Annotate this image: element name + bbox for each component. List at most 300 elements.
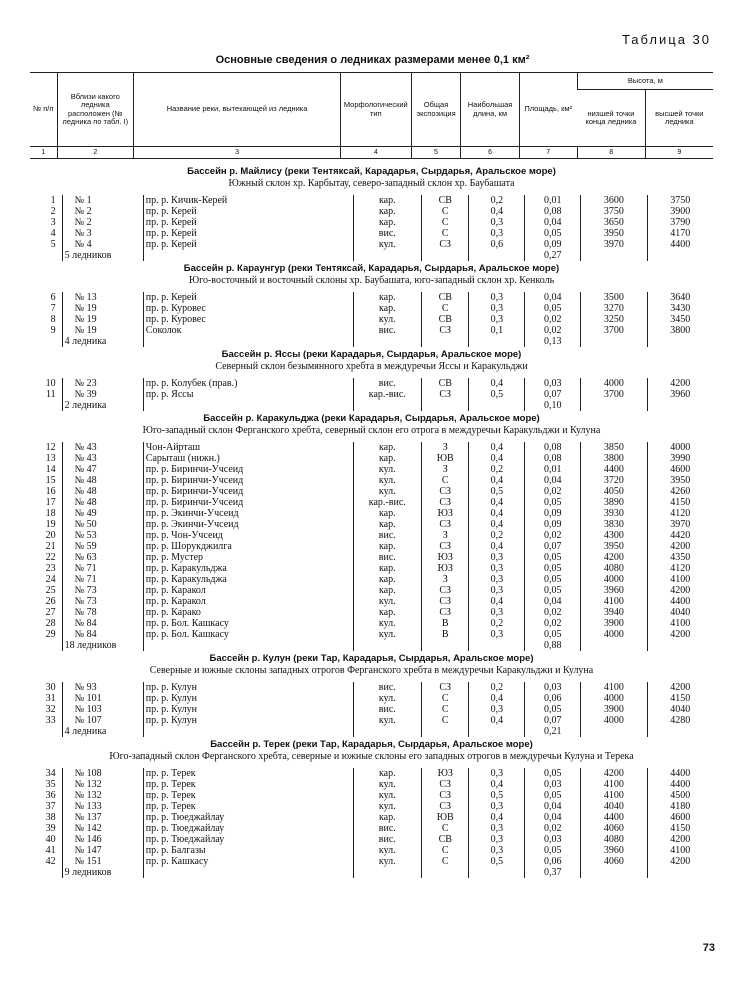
table-cell: 0,09 xyxy=(525,239,581,250)
table-cell: пр. р. Яссы xyxy=(143,389,353,400)
table-cell: 0,3 xyxy=(469,845,525,856)
total-label: 5 ледников xyxy=(62,250,143,261)
table-cell: кар.-вис. xyxy=(353,389,422,400)
table-cell: пр. р. Экинчи-Учсеид xyxy=(143,508,353,519)
table-cell: пр. р. Колубек (прав.) xyxy=(143,378,353,389)
table-cell: № 151 xyxy=(62,856,143,867)
table-cell: кар. xyxy=(353,563,422,574)
table-cell: пр. р. Бол. Кашкасу xyxy=(143,629,353,640)
table-cell: 3500 xyxy=(581,292,647,303)
table-cell: 0,01 xyxy=(525,195,581,206)
table-cell: пр. р. Карако xyxy=(143,607,353,618)
table-row xyxy=(30,779,713,790)
table-cell: 0,06 xyxy=(525,693,581,704)
table-cell: 4080 xyxy=(581,834,647,845)
table-cell: В xyxy=(422,618,469,629)
table-cell: 0,08 xyxy=(525,442,581,453)
table-cell: 3960 xyxy=(581,845,647,856)
table-cell: 0,4 xyxy=(469,779,525,790)
table-cell: 3450 xyxy=(647,314,713,325)
table-cell: № 84 xyxy=(62,629,143,640)
table-row xyxy=(30,715,713,726)
header-col-4: Морфологический тип xyxy=(341,73,411,147)
table-cell: № 48 xyxy=(62,497,143,508)
table-cell: 0,3 xyxy=(469,585,525,596)
table-cell: 3750 xyxy=(647,195,713,206)
table-row xyxy=(30,768,713,779)
table-cell: кар. xyxy=(353,768,422,779)
table-cell: 3600 xyxy=(581,195,647,206)
table-row xyxy=(30,303,713,314)
table-cell: пр. р. Тюеджайлау xyxy=(143,812,353,823)
table-cell: 0,4 xyxy=(469,442,525,453)
table-cell: З xyxy=(422,464,469,475)
total-row xyxy=(30,250,713,261)
table-cell: ЮЗ xyxy=(422,768,469,779)
table-cell: 4600 xyxy=(647,812,713,823)
table-cell: Сарыташ (нижн.) xyxy=(143,453,353,464)
table-cell: пр. р. Кичик-Керей xyxy=(143,195,353,206)
table-cell: ЮВ xyxy=(422,812,469,823)
table-cell: 4200 xyxy=(647,856,713,867)
table-cell: 0,4 xyxy=(469,475,525,486)
table-cell: пр. р. Каракол xyxy=(143,585,353,596)
table-cell: 3950 xyxy=(647,475,713,486)
table-cell: 22 xyxy=(45,552,56,563)
basin-section xyxy=(30,653,713,737)
table-cell: кар. xyxy=(353,303,422,314)
empty-cell xyxy=(581,726,647,737)
table-cell: 28 xyxy=(45,618,56,629)
table-cell: 0,3 xyxy=(469,217,525,228)
table-row xyxy=(30,497,713,508)
basin-subtitle: Северные и южные склоны западных отрогов Ферганского хребта в междуречьи Каракульджи и Кулуна xyxy=(149,665,594,676)
table-cell: 3850 xyxy=(581,442,647,453)
column-number: 7 xyxy=(519,147,577,159)
table-cell: № 43 xyxy=(62,442,143,453)
column-number: 9 xyxy=(645,147,713,159)
header-col-3: Название реки, вытекающей из ледника xyxy=(134,73,341,147)
table-cell: СЗ xyxy=(422,486,469,497)
table-cell: 4400 xyxy=(647,239,713,250)
table-cell: пр. р. Терек xyxy=(143,779,353,790)
table-cell: № 71 xyxy=(62,574,143,585)
empty-cell xyxy=(143,250,353,261)
table-row xyxy=(30,508,713,519)
table-cell: 0,02 xyxy=(525,607,581,618)
header-col-1: № п/п xyxy=(30,73,57,147)
table-cell: 21 xyxy=(45,541,56,552)
table-cell: 0,5 xyxy=(469,486,525,497)
table-cell: кар. xyxy=(353,195,422,206)
column-number-row xyxy=(30,147,713,159)
table-cell: 0,04 xyxy=(525,812,581,823)
total-row xyxy=(30,867,713,878)
table-cell: СВ xyxy=(422,314,469,325)
table-cell: 4200 xyxy=(647,585,713,596)
table-cell: 32 xyxy=(45,704,56,715)
table-cell: № 47 xyxy=(62,464,143,475)
table-cell: № 146 xyxy=(62,834,143,845)
table-cell: № 108 xyxy=(62,768,143,779)
table-cell: 0,05 xyxy=(525,303,581,314)
table-cell: 20 xyxy=(45,530,56,541)
table-cell: № 49 xyxy=(62,508,143,519)
table-cell: 4500 xyxy=(647,790,713,801)
empty-cell xyxy=(143,726,353,737)
table-cell: 9 xyxy=(50,325,56,336)
basin-section xyxy=(30,263,713,347)
table-cell: вис. xyxy=(353,704,422,715)
basin-section xyxy=(30,166,713,261)
table-cell: 34 xyxy=(45,768,56,779)
table-row xyxy=(30,845,713,856)
table-cell: 0,3 xyxy=(469,552,525,563)
table-cell: СВ xyxy=(422,292,469,303)
table-cell: № 84 xyxy=(62,618,143,629)
table-cell: 4350 xyxy=(647,552,713,563)
table-cell: № 137 xyxy=(62,812,143,823)
empty-cell xyxy=(30,336,62,347)
header-col-9: высшей точки ледника xyxy=(645,90,713,147)
table-cell: 0,05 xyxy=(525,768,581,779)
table-cell: 0,02 xyxy=(525,325,581,336)
table-cell: 4200 xyxy=(647,541,713,552)
table-row xyxy=(30,596,713,607)
table-cell: № 2 xyxy=(62,206,143,217)
table-cell: 3750 xyxy=(581,206,647,217)
table-cell: пр. р. Керей xyxy=(143,239,353,250)
table-row xyxy=(30,475,713,486)
table-cell: пр. р. Кулун xyxy=(143,682,353,693)
table-cell: С xyxy=(422,303,469,314)
table-cell: 4200 xyxy=(581,552,647,563)
table-row xyxy=(30,790,713,801)
table-cell: пр. р. Тюеджайлау xyxy=(143,834,353,845)
table-cell: 36 xyxy=(45,790,56,801)
table-cell: 3790 xyxy=(647,217,713,228)
table-cell: кул. xyxy=(353,314,422,325)
header-height-group: Высота, м xyxy=(577,73,713,90)
table-cell: СЗ xyxy=(422,325,469,336)
table-cell: пр. р. Каракол xyxy=(143,596,353,607)
empty-cell xyxy=(353,250,422,261)
table-cell: 4600 xyxy=(647,464,713,475)
basin-subtitle: Северный склон безымянного хребта в междуречьи Яссы и Каракульджи xyxy=(215,361,528,372)
table-cell: 3970 xyxy=(581,239,647,250)
table-cell: 0,04 xyxy=(525,596,581,607)
table-cell: кул. xyxy=(353,596,422,607)
table-cell: 27 xyxy=(45,607,56,618)
table-cell: 3890 xyxy=(581,497,647,508)
table-cell: 0,04 xyxy=(525,475,581,486)
empty-cell xyxy=(422,726,469,737)
table-cell: 0,3 xyxy=(469,823,525,834)
table-cell: пр. р. Терек xyxy=(143,790,353,801)
table-cell: 0,05 xyxy=(525,790,581,801)
table-cell: вис. xyxy=(353,228,422,239)
empty-cell xyxy=(581,336,647,347)
basin-title: Бассейн р. Каракульджа (реки Карадарья, Сырдарья, Аральское море) xyxy=(203,413,540,424)
glacier-table xyxy=(30,378,713,411)
column-number: 2 xyxy=(57,147,134,159)
total-row xyxy=(30,726,713,737)
empty-cell xyxy=(422,336,469,347)
table-cell: пр. р. Керей xyxy=(143,206,353,217)
table-row xyxy=(30,228,713,239)
table-cell: 4120 xyxy=(647,508,713,519)
table-cell: пр. р. Кашкасу xyxy=(143,856,353,867)
table-cell: 4100 xyxy=(581,596,647,607)
table-cell: кул. xyxy=(353,715,422,726)
table-cell: 0,07 xyxy=(525,541,581,552)
column-number: 4 xyxy=(341,147,411,159)
empty-cell xyxy=(30,726,62,737)
total-label: 2 ледника xyxy=(62,400,143,411)
table-cell: кар.-вис. xyxy=(353,497,422,508)
table-cell: № 107 xyxy=(62,715,143,726)
table-cell: кул. xyxy=(353,693,422,704)
table-cell: 0,4 xyxy=(469,812,525,823)
total-area: 0,27 xyxy=(525,250,581,261)
table-cell: С xyxy=(422,693,469,704)
table-cell: 4170 xyxy=(647,228,713,239)
basin-section xyxy=(30,739,713,878)
table-cell: 4180 xyxy=(647,801,713,812)
table-cell: 4200 xyxy=(647,834,713,845)
table-cell: пр. р. Биринчи-Учсеид xyxy=(143,497,353,508)
table-cell: кар. xyxy=(353,217,422,228)
table-cell: 42 xyxy=(45,856,56,867)
table-cell: 0,05 xyxy=(525,704,581,715)
table-cell: 4060 xyxy=(581,856,647,867)
column-number: 1 xyxy=(30,147,57,159)
table-cell: 0,2 xyxy=(469,618,525,629)
table-cell: 0,05 xyxy=(525,228,581,239)
table-cell: № 93 xyxy=(62,682,143,693)
table-cell: кар. xyxy=(353,508,422,519)
table-cell: пр. р. Кулун xyxy=(143,693,353,704)
table-cell: № 2 xyxy=(62,217,143,228)
table-cell: № 13 xyxy=(62,292,143,303)
table-cell: 0,3 xyxy=(469,629,525,640)
table-cell: пр. р. Терек xyxy=(143,801,353,812)
table-cell: СЗ xyxy=(422,596,469,607)
table-cell: 0,09 xyxy=(525,508,581,519)
table-cell: 4000 xyxy=(581,629,647,640)
empty-cell xyxy=(30,400,62,411)
table-cell: 3720 xyxy=(581,475,647,486)
table-cell: 0,2 xyxy=(469,195,525,206)
empty-cell xyxy=(422,250,469,261)
empty-cell xyxy=(30,250,62,261)
table-cell: 4100 xyxy=(647,618,713,629)
empty-cell xyxy=(647,726,713,737)
table-cell: 4200 xyxy=(647,682,713,693)
table-cell: пр. р. Балгазы xyxy=(143,845,353,856)
table-cell: № 50 xyxy=(62,519,143,530)
table-row xyxy=(30,217,713,228)
table-cell: № 101 xyxy=(62,693,143,704)
total-area: 0,88 xyxy=(525,640,581,651)
total-label: 4 ледника xyxy=(62,336,143,347)
empty-cell xyxy=(581,640,647,651)
empty-cell xyxy=(353,726,422,737)
table-cell: пр. р. Биринчи-Учсеид xyxy=(143,486,353,497)
table-row xyxy=(30,239,713,250)
total-label: 18 ледников xyxy=(62,640,143,651)
table-cell: 0,3 xyxy=(469,314,525,325)
table-cell: 4000 xyxy=(581,378,647,389)
table-cell: 4260 xyxy=(647,486,713,497)
table-row xyxy=(30,682,713,693)
table-cell: 3900 xyxy=(581,704,647,715)
table-cell: 0,03 xyxy=(525,378,581,389)
empty-cell xyxy=(143,867,353,878)
table-row xyxy=(30,325,713,336)
table-cell: СЗ xyxy=(422,801,469,812)
table-cell: СВ xyxy=(422,834,469,845)
table-cell: кар. xyxy=(353,206,422,217)
table-cell: № 133 xyxy=(62,801,143,812)
table-cell: 4000 xyxy=(581,693,647,704)
table-cell: 4060 xyxy=(581,823,647,834)
table-cell: кул. xyxy=(353,779,422,790)
table-row xyxy=(30,704,713,715)
table-row xyxy=(30,574,713,585)
table-cell: № 78 xyxy=(62,607,143,618)
table-cell: 0,4 xyxy=(469,378,525,389)
table-cell: С xyxy=(422,206,469,217)
table-row xyxy=(30,442,713,453)
table-row xyxy=(30,389,713,400)
table-cell: 30 xyxy=(45,682,56,693)
empty-cell xyxy=(469,250,525,261)
table-cell: З xyxy=(422,574,469,585)
table-cell: № 53 xyxy=(62,530,143,541)
table-cell: 0,4 xyxy=(469,453,525,464)
table-cell: 33 xyxy=(45,715,56,726)
header-col-2: Вблизи какого ледника расположен (№ ледника по табл. I) xyxy=(57,73,134,147)
table-cell: 4400 xyxy=(581,464,647,475)
table-cell: 3900 xyxy=(647,206,713,217)
total-row xyxy=(30,640,713,651)
table-cell: СЗ xyxy=(422,519,469,530)
table-cell: 18 xyxy=(45,508,56,519)
total-label: 4 ледника xyxy=(62,726,143,737)
table-cell: вис. xyxy=(353,325,422,336)
table-cell: 0,4 xyxy=(469,497,525,508)
table-cell: кар. xyxy=(353,812,422,823)
table-cell: 4100 xyxy=(647,845,713,856)
empty-cell xyxy=(422,867,469,878)
table-cell: 41 xyxy=(45,845,56,856)
header-col-7: Площадь, км² xyxy=(519,73,577,147)
empty-cell xyxy=(353,640,422,651)
table-cell: 12 xyxy=(45,442,56,453)
table-row xyxy=(30,552,713,563)
basin-title: Бассейн р. Кулун (реки Тар, Карадарья, Сырдарья, Аральское море) xyxy=(209,653,534,664)
table-cell: 3830 xyxy=(581,519,647,530)
table-cell: 4150 xyxy=(647,823,713,834)
table-cell: 35 xyxy=(45,779,56,790)
table-cell: пр. р. Куровес xyxy=(143,303,353,314)
table-cell: З xyxy=(422,530,469,541)
table-cell: С xyxy=(422,704,469,715)
table-cell: № 39 xyxy=(62,389,143,400)
table-cell: 4400 xyxy=(647,768,713,779)
table-cell: 4040 xyxy=(647,704,713,715)
table-cell: 4400 xyxy=(647,596,713,607)
table-cell: 0,1 xyxy=(469,325,525,336)
table-cell: 0,05 xyxy=(525,845,581,856)
table-cell: № 19 xyxy=(62,303,143,314)
table-cell: пр. р. Экинчи-Учсеид xyxy=(143,519,353,530)
table-row xyxy=(30,629,713,640)
table-cell: 0,09 xyxy=(525,519,581,530)
table-cell: 4100 xyxy=(581,790,647,801)
table-cell: вис. xyxy=(353,378,422,389)
total-label: 9 ледников xyxy=(62,867,143,878)
table-cell: 0,02 xyxy=(525,618,581,629)
table-cell: С xyxy=(422,856,469,867)
total-area: 0,10 xyxy=(525,400,581,411)
empty-cell xyxy=(581,400,647,411)
table-cell: 0,02 xyxy=(525,314,581,325)
table-cell: СЗ xyxy=(422,541,469,552)
table-cell: 4200 xyxy=(647,378,713,389)
table-cell: 0,04 xyxy=(525,801,581,812)
table-cell: пр. р. Каракульджа xyxy=(143,574,353,585)
table-cell: 3640 xyxy=(647,292,713,303)
table-cell: № 43 xyxy=(62,453,143,464)
table-cell: 24 xyxy=(45,574,56,585)
table-row xyxy=(30,693,713,704)
column-number: 6 xyxy=(461,147,519,159)
table-cell: 2 xyxy=(50,206,56,217)
empty-cell xyxy=(30,640,62,651)
table-cell: кар. xyxy=(353,541,422,552)
table-row xyxy=(30,834,713,845)
table-cell: пр. р. Терек xyxy=(143,768,353,779)
table-cell: кар. xyxy=(353,607,422,618)
total-area: 0,13 xyxy=(525,336,581,347)
table-cell: 4200 xyxy=(647,629,713,640)
table-cell: 3970 xyxy=(647,519,713,530)
table-cell: СЗ xyxy=(422,682,469,693)
glacier-table xyxy=(30,195,713,261)
table-cell: № 63 xyxy=(62,552,143,563)
table-cell: 3950 xyxy=(581,228,647,239)
table-row xyxy=(30,801,713,812)
table-cell: кар. xyxy=(353,519,422,530)
table-cell: 37 xyxy=(45,801,56,812)
table-cell: 0,05 xyxy=(525,585,581,596)
table-row xyxy=(30,530,713,541)
table-cell: СВ xyxy=(422,378,469,389)
empty-cell xyxy=(143,336,353,347)
table-cell: С xyxy=(422,823,469,834)
table-cell: ЮЗ xyxy=(422,552,469,563)
header-col-8: низшей точки конца ледника xyxy=(577,90,645,147)
table-cell: 8 xyxy=(50,314,56,325)
total-row xyxy=(30,336,713,347)
table-cell: 15 xyxy=(45,475,56,486)
table-cell: З xyxy=(422,442,469,453)
table-cell: 0,2 xyxy=(469,530,525,541)
table-cell: ЮЗ xyxy=(422,508,469,519)
table-cell: 0,3 xyxy=(469,574,525,585)
